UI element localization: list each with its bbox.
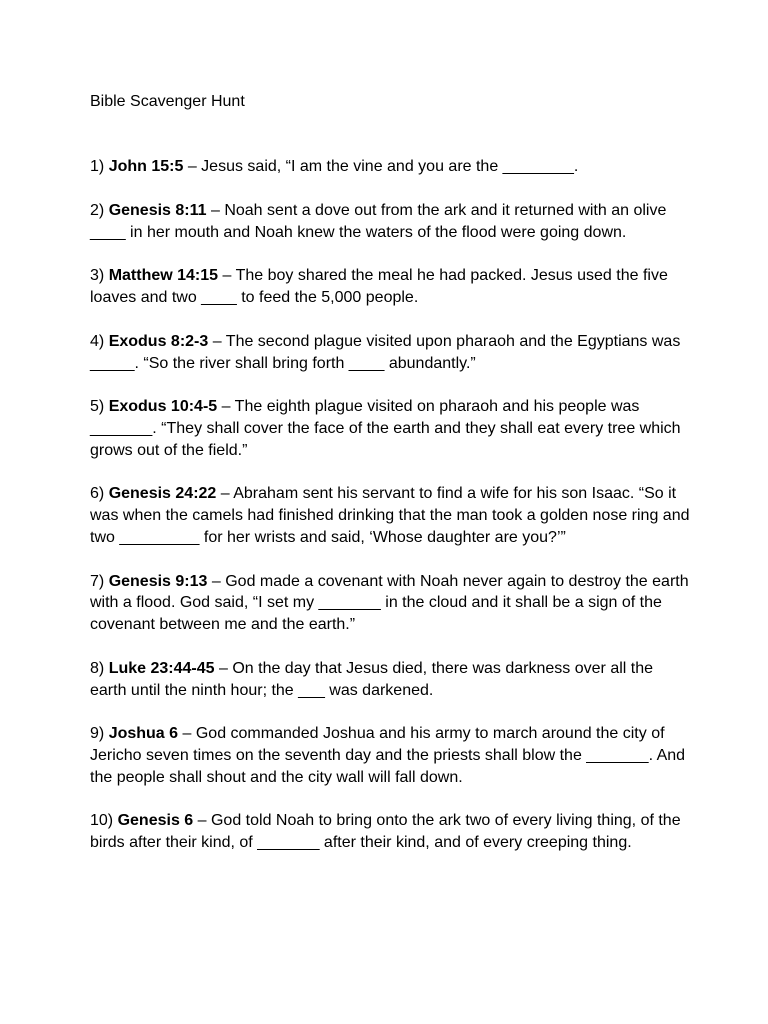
question-number: 9) — [90, 725, 105, 743]
scripture-reference: Matthew 14:15 — [108, 267, 219, 285]
scripture-reference: Joshua 6 — [108, 725, 179, 743]
question-text: – The second plague visited upon pharaoh and the Egyptians was _____. “So the river shall bring forth ____ abundantly.” — [90, 332, 681, 372]
question-number: 10) — [90, 812, 114, 830]
question-text: – On the day that Jesus died, there was darkness over all the earth until the ninth hour; the ___ was darkened. — [90, 659, 654, 699]
question-5 — [90, 396, 690, 461]
question-10 — [90, 810, 690, 854]
question-text: – God told Noah to bring onto the ark two of every living thing, of the birds after their kind, of _______ after their kind, and of every creeping thing. — [90, 812, 681, 852]
question-number: 1) — [90, 158, 105, 176]
document-page — [90, 91, 690, 876]
question-number: 4) — [90, 332, 105, 350]
scripture-reference: Genesis 8:11 — [108, 201, 207, 219]
question-text: – Jesus said, “I am the vine and you are the ________. — [187, 158, 579, 176]
question-text: – God made a covenant with Noah never again to destroy the earth with a flood. God said, “I set my _______ in the cloud and it shall be a sign of the covenant between me and the earth.” — [90, 572, 689, 634]
question-4 — [90, 331, 690, 375]
question-text: – Abraham sent his servant to find a wife for his son Isaac. “So it was when the camels had finished drinking that the man took a golden nose ring and two _________ for her wrists and said, ‘Whose daughter are you?’” — [90, 485, 690, 546]
question-7 — [90, 571, 690, 636]
question-8 — [90, 658, 690, 702]
question-number: 5) — [90, 398, 105, 416]
question-text: – The eighth plague visited on pharaoh and his people was _______. “They shall cover the face of the earth and they shall eat every tree which grows out of the field.” — [90, 398, 681, 459]
question-number: 3) — [90, 267, 105, 285]
question-3 — [90, 265, 690, 309]
question-9 — [90, 723, 690, 788]
question-number: 2) — [90, 201, 105, 219]
question-number: 7) — [90, 572, 105, 590]
question-number: 6) — [90, 485, 105, 503]
scripture-reference: Exodus 10:4-5 — [108, 398, 218, 416]
question-text: – God commanded Joshua and his army to march around the city of Jericho seven times on the seventh day and the priests shall blow the _______. And the people shall shout and the city wall will fall down. — [90, 725, 686, 786]
scripture-reference: Genesis 9:13 — [108, 572, 208, 590]
question-text: – The boy shared the meal he had packed. Jesus used the five loaves and two ____ to feed the 5,000 people. — [90, 267, 668, 307]
question-text: – Noah sent a dove out from the ark and it returned with an olive ____ in her mouth and Noah knew the waters of the flood were going down. — [90, 201, 667, 241]
scripture-reference: John 15:5 — [108, 158, 184, 176]
document-title: Bible Scavenger Hunt — [90, 93, 245, 110]
scripture-reference: Genesis 24:22 — [108, 485, 217, 503]
question-1 — [90, 156, 690, 178]
question-6 — [90, 483, 690, 548]
scripture-reference: Exodus 8:2-3 — [108, 332, 209, 350]
scripture-reference: Genesis 6 — [117, 812, 194, 830]
scripture-reference: Luke 23:44-45 — [108, 659, 215, 677]
question-number: 8) — [90, 659, 105, 677]
question-2 — [90, 200, 690, 244]
